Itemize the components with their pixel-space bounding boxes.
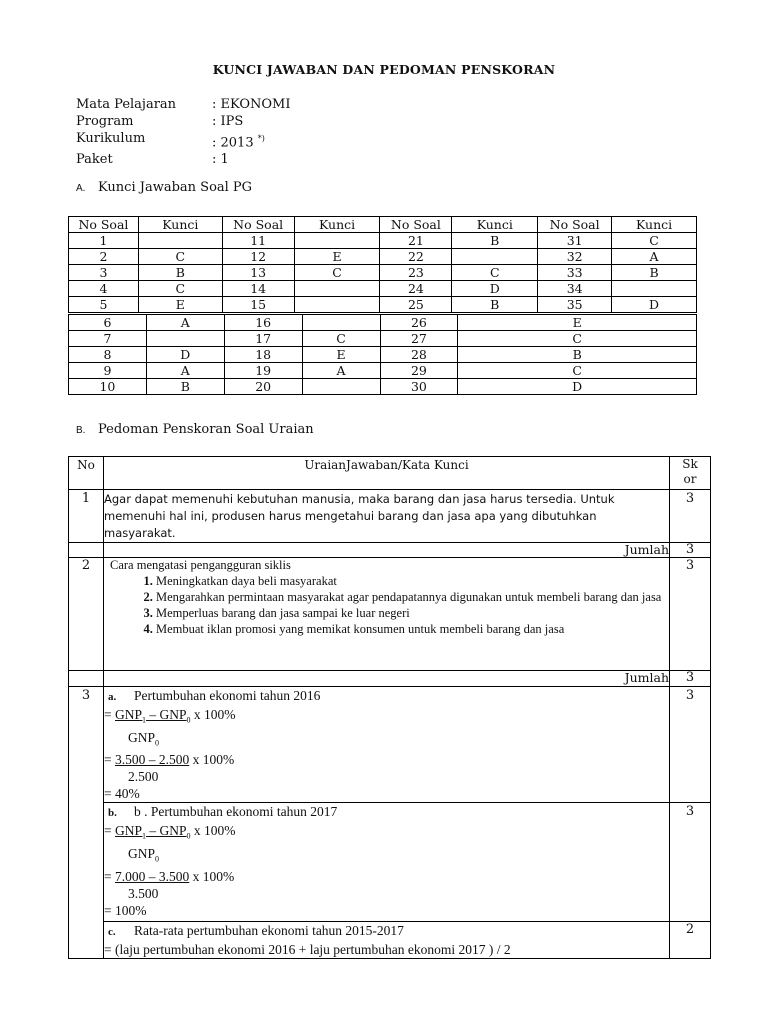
q2-number: 2 <box>69 558 104 671</box>
q1-jumlah-score: 3 <box>670 543 711 558</box>
pg-answer-key <box>302 379 380 395</box>
q3a-score: 3 <box>670 687 711 803</box>
pg-row <box>69 233 697 249</box>
pg-answer-key: D <box>452 281 538 297</box>
pg-question-number: 3 <box>69 265 139 281</box>
pg-header-cell: Kunci <box>294 217 380 233</box>
meta-key-paket: Paket <box>76 152 113 168</box>
q3a-denominator-value: 2.500 <box>128 769 159 785</box>
pg-question-number: 8 <box>69 347 147 363</box>
q3a-label: a. <box>108 691 117 703</box>
q3a-result: = 40% <box>104 786 140 802</box>
q1-jumlah-label: Jumlah <box>104 543 670 558</box>
q3b-numerator: $GNP_1 - GNP_0$ <box>115 823 191 842</box>
pg-answer-key: A <box>146 315 224 331</box>
q3b-result: = 100% <box>104 902 147 918</box>
pg-row <box>69 363 697 379</box>
kurikulum-footnote-mark: *) <box>257 134 265 143</box>
pg-question-number: 19 <box>224 363 302 379</box>
q3a-title: Pertumbuhan ekonomi tahun 2016 <box>134 688 321 703</box>
q3c-formula: = (laju pertumbuhan ekonomi 2016 + laju pertumbuhan ekonomi 2017 ) / 2 <box>104 942 511 958</box>
q3-number: 3 <box>69 687 104 959</box>
pg-row <box>69 331 697 347</box>
meta-value-program: : IPS <box>212 114 244 129</box>
pg-row <box>69 315 697 331</box>
pg-answer-key: A <box>612 249 697 265</box>
q2-jumlah-row <box>69 671 711 687</box>
pg-header-cell: Kunci <box>452 217 538 233</box>
pg-answer-key <box>302 315 380 331</box>
pg-question-number: 20 <box>224 379 302 395</box>
q3c-title: Rata-rata pertumbuhan ekonomi tahun 2015-2017 <box>134 923 404 939</box>
uraian-row-3c <box>69 922 711 959</box>
q3c-score: 2 <box>670 922 711 959</box>
pg-question-number: 1 <box>69 233 139 249</box>
q1-answer: Agar dapat memenuhi kebutuhan manusia, maka barang dan jasa harus tersedia. Untuk memenuhi hal ini, produsen harus mengetahui barang dan jasa apa yang dibutuhkan masyarakat. <box>104 490 670 543</box>
uraian-header-row <box>69 457 711 490</box>
q3a-numerator: $GNP_1 - GNP_0$ <box>115 707 191 725</box>
q3c-label: c. <box>108 926 116 939</box>
pg-answer-key: A <box>146 363 224 379</box>
pg-answer-key: B <box>458 347 697 363</box>
pg-question-number: 29 <box>380 363 458 379</box>
pg-answer-key: E <box>458 315 697 331</box>
pg-answer-table-bottom <box>68 314 697 395</box>
pg-answer-key: E <box>138 297 222 313</box>
pg-question-number: 14 <box>222 281 294 297</box>
q3a-working <box>104 687 670 803</box>
pg-question-number: 12 <box>222 249 294 265</box>
q3b-times100-2: x 100% <box>189 868 235 884</box>
q3a-denominator: $GNP_0$ <box>128 729 160 748</box>
pg-answer-table-top <box>68 216 697 313</box>
pg-answer-key: D <box>612 297 697 313</box>
pg-header-cell: Kunci <box>612 217 697 233</box>
pg-question-number: 27 <box>380 331 458 347</box>
q3b-title: b . Pertumbuhan ekonomi tahun 2017 <box>134 804 338 820</box>
pg-header-cell: No Soal <box>222 217 294 233</box>
section-b-title: Pedoman Penskoran Soal Uraian <box>98 422 314 437</box>
pg-answer-key: B <box>452 297 538 313</box>
q3b-numerator-values: 7.000 – 3.500 <box>115 868 190 884</box>
meta-block <box>76 96 291 168</box>
q2-step-item: 3. Memperluas barang dan jasa sampai ke luar negeri <box>156 605 663 621</box>
q2-score: 3 <box>670 558 711 671</box>
pg-question-number: 17 <box>224 331 302 347</box>
meta-key-kurikulum: Kurikulum <box>76 131 146 146</box>
uraian-table <box>68 456 711 959</box>
pg-row <box>69 379 697 395</box>
pg-answer-key <box>452 249 538 265</box>
pg-answer-key: B <box>138 265 222 281</box>
pg-answer-key: C <box>138 281 222 297</box>
pg-question-number: 6 <box>69 315 147 331</box>
q3b-eq1: = <box>104 823 112 839</box>
document-title: KUNCI JAWABAN DAN PEDOMAN PENSKORAN <box>212 62 556 77</box>
pg-row <box>69 281 697 297</box>
pg-answer-key <box>612 281 697 297</box>
header-no: No <box>69 457 104 490</box>
pg-question-number: 4 <box>69 281 139 297</box>
pg-answer-key: B <box>146 379 224 395</box>
q1-number: 1 <box>69 490 104 543</box>
q2-step-item: 1. Meningkatkan daya beli masyarakat <box>156 573 663 589</box>
q3b-denominator-value: 3.500 <box>128 885 159 901</box>
q3b-label: b. <box>108 807 117 820</box>
pg-question-number: 33 <box>538 265 612 281</box>
pg-question-number: 13 <box>222 265 294 281</box>
pg-answer-key <box>294 297 380 313</box>
pg-answer-key: C <box>138 249 222 265</box>
pg-answer-key <box>294 281 380 297</box>
pg-question-number: 34 <box>538 281 612 297</box>
pg-header-cell: No Soal <box>380 217 452 233</box>
pg-question-number: 16 <box>224 315 302 331</box>
pg-answer-key: E <box>302 347 380 363</box>
pg-question-number: 24 <box>380 281 452 297</box>
q2-jumlah-score: 3 <box>670 671 711 687</box>
q3a-numerator-values: 3.500 – 2.500 <box>115 752 190 768</box>
section-a-heading <box>76 180 252 195</box>
pg-question-number: 22 <box>380 249 452 265</box>
pg-header-cell: Kunci <box>138 217 222 233</box>
q3b-times100: x 100% <box>190 823 236 839</box>
pg-question-number: 30 <box>380 379 458 395</box>
pg-answer-key: A <box>302 363 380 379</box>
pg-answer-key: C <box>458 363 697 379</box>
q2-step-item: 2. Mengarahkan permintaan masyarakat agar pendapatannya digunakan untuk membeli barang dan jasa <box>156 589 663 605</box>
uraian-row-3b <box>69 803 711 922</box>
pg-answer-key: C <box>458 331 697 347</box>
pg-question-number: 23 <box>380 265 452 281</box>
uraian-row-2 <box>69 558 711 671</box>
section-a-label: A. <box>76 183 86 194</box>
pg-row <box>69 249 697 265</box>
meta-key-mapel: Mata Pelajaran <box>76 97 177 112</box>
pg-question-number: 32 <box>538 249 612 265</box>
q3b-denominator: $GNP_0$ <box>128 846 160 864</box>
q3c-working <box>104 922 670 959</box>
uraian-row-3a <box>69 687 711 803</box>
pg-header-cell: No Soal <box>69 217 139 233</box>
pg-answer-key: B <box>612 265 697 281</box>
pg-question-number: 26 <box>380 315 458 331</box>
pg-answer-key: C <box>294 265 380 281</box>
pg-question-number: 21 <box>380 233 452 249</box>
q2-steps-list <box>110 573 663 637</box>
meta-value-paket: : 1 <box>212 152 229 168</box>
pg-row <box>69 297 697 313</box>
pg-question-number: 31 <box>538 233 612 249</box>
uraian-row-1 <box>69 490 711 543</box>
pg-question-number: 10 <box>69 379 147 395</box>
pg-header-cell: No Soal <box>538 217 612 233</box>
meta-value-kurikulum: : 2013 <box>212 135 254 151</box>
q2-intro: Cara mengatasi pengangguran siklis <box>110 558 291 572</box>
pg-answer-key: C <box>302 331 380 347</box>
meta-value-mapel: : EKONOMI <box>212 97 291 112</box>
meta-key-program: Program <box>76 114 134 129</box>
section-a-title: Kunci Jawaban Soal PG <box>98 180 253 195</box>
q1-jumlah-row <box>69 543 711 558</box>
q3b-working <box>104 803 670 922</box>
pg-answer-key: D <box>146 347 224 363</box>
pg-answer-key <box>294 233 380 249</box>
q3a-eq1: = <box>104 707 112 722</box>
pg-answer-key: E <box>294 249 380 265</box>
pg-answer-key: B <box>452 233 538 249</box>
header-skor-part2: or <box>683 472 697 486</box>
header-skor-part1: Sk <box>682 457 698 471</box>
pg-row <box>69 265 697 281</box>
section-b-heading <box>76 422 314 437</box>
pg-question-number: 5 <box>69 297 139 313</box>
q1-score: 3 <box>670 490 711 543</box>
pg-answer-key: D <box>458 379 697 395</box>
pg-answer-key <box>146 331 224 347</box>
pg-question-number: 15 <box>222 297 294 313</box>
pg-answer-key: C <box>452 265 538 281</box>
pg-row <box>69 347 697 363</box>
pg-header-row <box>69 217 697 233</box>
q3b-score: 3 <box>670 803 711 922</box>
header-uraian: UraianJawaban/Kata Kunci <box>104 457 670 490</box>
q2-step-item: 4. Membuat iklan promosi yang memikat konsumen untuk membeli barang dan jasa <box>156 621 663 637</box>
pg-question-number: 18 <box>224 347 302 363</box>
pg-question-number: 35 <box>538 297 612 313</box>
q2-jumlah-label: Jumlah <box>104 671 670 687</box>
section-b-label: B. <box>76 425 86 436</box>
header-skor <box>670 457 711 490</box>
pg-question-number: 7 <box>69 331 147 347</box>
q3a-times100-2: x 100% <box>189 752 235 768</box>
pg-question-number: 28 <box>380 347 458 363</box>
q2-answer <box>104 558 670 671</box>
pg-question-number: 2 <box>69 249 139 265</box>
q3a-eq2: = <box>104 752 112 768</box>
pg-answer-key <box>138 233 222 249</box>
q3b-eq2: = <box>104 868 112 884</box>
pg-answer-key: C <box>612 233 697 249</box>
q3a-times100: x 100% <box>190 707 236 722</box>
pg-question-number: 25 <box>380 297 452 313</box>
pg-question-number: 9 <box>69 363 147 379</box>
pg-question-number: 11 <box>222 233 294 249</box>
